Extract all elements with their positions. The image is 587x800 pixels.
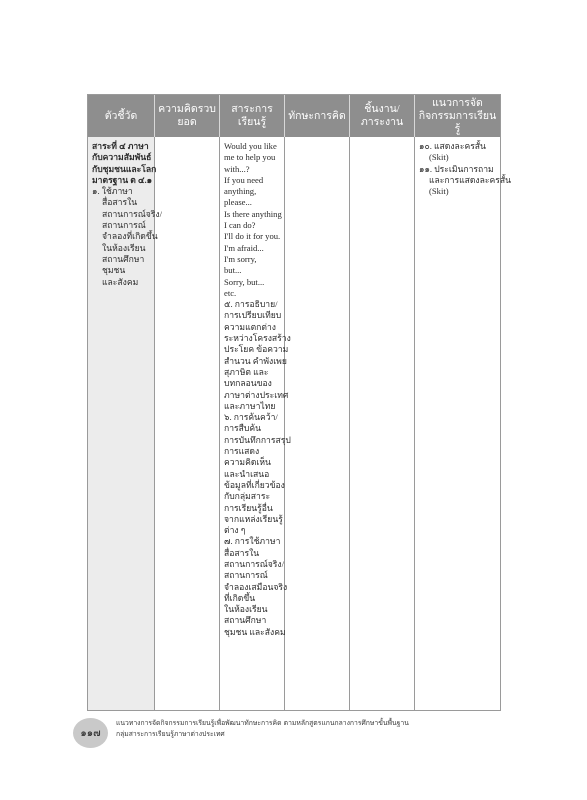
indicator-cell bbox=[88, 137, 163, 710]
header-task: ชิ้นงาน/ภาระงาน bbox=[350, 95, 415, 137]
content-line: ภาษาต่างประเทศ bbox=[224, 389, 289, 400]
header-content: สาระการเรียนรู้ bbox=[220, 95, 285, 137]
content-line: สื่อสารใน bbox=[224, 547, 260, 558]
content-line: I'm afraid... bbox=[224, 242, 264, 253]
content-line: Would you like bbox=[224, 141, 277, 151]
content-line: ความคิดเห็น bbox=[224, 457, 271, 468]
strand-line: กับความสัมพันธ์ bbox=[92, 152, 152, 163]
content-line: please... bbox=[224, 197, 252, 208]
content-line: การสืบค้น bbox=[224, 423, 261, 434]
content-line: ต่าง ๆ bbox=[224, 525, 246, 536]
indicator-line: ๑. ใช้ภาษา bbox=[92, 186, 133, 197]
indicator-line: และสังคม bbox=[102, 276, 139, 287]
strand-line: สาระที่ ๔ ภาษา bbox=[92, 141, 149, 151]
activity-line: ๑๑. ประเมินการถาม bbox=[419, 163, 494, 174]
header-concept: ความคิดรวบยอด bbox=[155, 95, 220, 137]
table-body-row bbox=[88, 137, 511, 710]
content-line: I can do? bbox=[224, 220, 256, 231]
activity-line: (Skit) bbox=[429, 186, 449, 197]
footer-line: กลุ่มสาระการเรียนรู้ภาษาต่างประเทศ bbox=[116, 730, 225, 738]
content-line: ๗. การใช้ภาษา bbox=[224, 536, 281, 547]
content-line: และภาษาไทย bbox=[224, 400, 276, 411]
indicator-line: จำลองที่เกิดขึ้น bbox=[102, 231, 158, 242]
header-indicator: ตัวชี้วัด bbox=[88, 95, 155, 137]
content-line: etc. bbox=[224, 287, 237, 298]
content-line: I'm sorry, bbox=[224, 253, 257, 264]
indicator-line: ในห้องเรียน bbox=[102, 242, 146, 253]
page-footer bbox=[116, 718, 409, 740]
content-line: ข้อมูลที่เกี่ยวข้อง bbox=[224, 479, 285, 490]
content-line: Is there anything bbox=[224, 208, 282, 219]
activity-line: (Skit) bbox=[429, 152, 449, 163]
content-line: ๖. การค้นคว้า/ bbox=[224, 412, 278, 423]
curriculum-table bbox=[87, 94, 511, 711]
content-line: สถานศึกษา bbox=[224, 615, 267, 626]
content-line: ในห้องเรียน bbox=[224, 604, 268, 615]
page-number: ๑๑๗ bbox=[80, 727, 101, 739]
content-line: ๕. การอธิบาย/ bbox=[224, 299, 278, 310]
table-header-row bbox=[88, 95, 500, 137]
content-line: สำนวน คำพังเพย bbox=[224, 355, 287, 366]
content-line: การแสดง bbox=[224, 446, 260, 457]
content-line: I'll do it for you. bbox=[224, 231, 281, 242]
content-line: การเรียนรู้อื่น bbox=[224, 502, 273, 513]
content-line: me to help you bbox=[224, 152, 276, 163]
content-line: Sorry, but... bbox=[224, 276, 265, 287]
header-thinking-skill: ทักษะการคิด bbox=[285, 95, 350, 137]
page-number-badge bbox=[73, 718, 108, 748]
content-line: จำลองเสมือนจริง bbox=[224, 581, 288, 592]
content-line: การบันทึกการสรุป bbox=[224, 434, 291, 445]
content-line: If you need bbox=[224, 174, 264, 185]
content-line: anything, bbox=[224, 186, 257, 197]
content-line: but... bbox=[224, 265, 242, 276]
task-cell bbox=[350, 137, 415, 710]
indicator-line: ชุมชน bbox=[102, 265, 126, 276]
content-line: สถานการณ์จริง/ bbox=[224, 558, 285, 569]
strand-line: มาตรฐาน ต ๔.๑ bbox=[92, 174, 153, 185]
indicator-line: สถานการณ์จริง/ bbox=[102, 208, 163, 219]
content-line: ระหว่างโครงสร้าง bbox=[224, 333, 291, 344]
header-activities: แนวการจัดกิจกรรมการเรียนรู้ bbox=[418, 97, 497, 135]
content-line: สถานการณ์ bbox=[224, 570, 268, 581]
content-line: จากแหล่งเรียนรู้ bbox=[224, 513, 283, 524]
content-line: ประโยค ข้อความ bbox=[224, 344, 289, 355]
thinking-skill-cell bbox=[285, 137, 350, 710]
content-line: with...? bbox=[224, 163, 250, 174]
activity-line: และการแสดงละครสั้น bbox=[429, 174, 511, 185]
content-line: บทกลอนของ bbox=[224, 378, 272, 389]
content-line: ที่เกิดขึ้น bbox=[224, 592, 256, 603]
content-cell bbox=[220, 137, 291, 710]
content-line: กับกลุ่มสาระ bbox=[224, 491, 271, 502]
content-line: การเปรียบเทียบ bbox=[224, 310, 282, 321]
footer-line: แนวทางการจัดกิจกรรมการเรียนรู้เพื่อพัฒนาทักษะการคิด ตามหลักสูตรแกนกลางการศึกษาขั้นพื้นฐาน bbox=[116, 719, 409, 727]
activities-cell bbox=[415, 137, 511, 710]
activity-line: ๑๐. แสดงละครสั้น bbox=[419, 141, 486, 151]
content-line: ชุมชน และสังคม bbox=[224, 626, 286, 637]
indicator-line: สื่อสารใน bbox=[102, 197, 138, 208]
strand-line: กับชุมชนและโลก bbox=[92, 163, 157, 174]
content-line: สุภาษิต และ bbox=[224, 366, 269, 377]
content-line: ความแตกต่าง bbox=[224, 321, 276, 332]
concept-cell bbox=[155, 137, 220, 710]
content-line: และนำเสนอ bbox=[224, 468, 270, 479]
indicator-line: สถานศึกษา bbox=[102, 253, 145, 264]
indicator-line: สถานการณ์ bbox=[102, 220, 146, 231]
